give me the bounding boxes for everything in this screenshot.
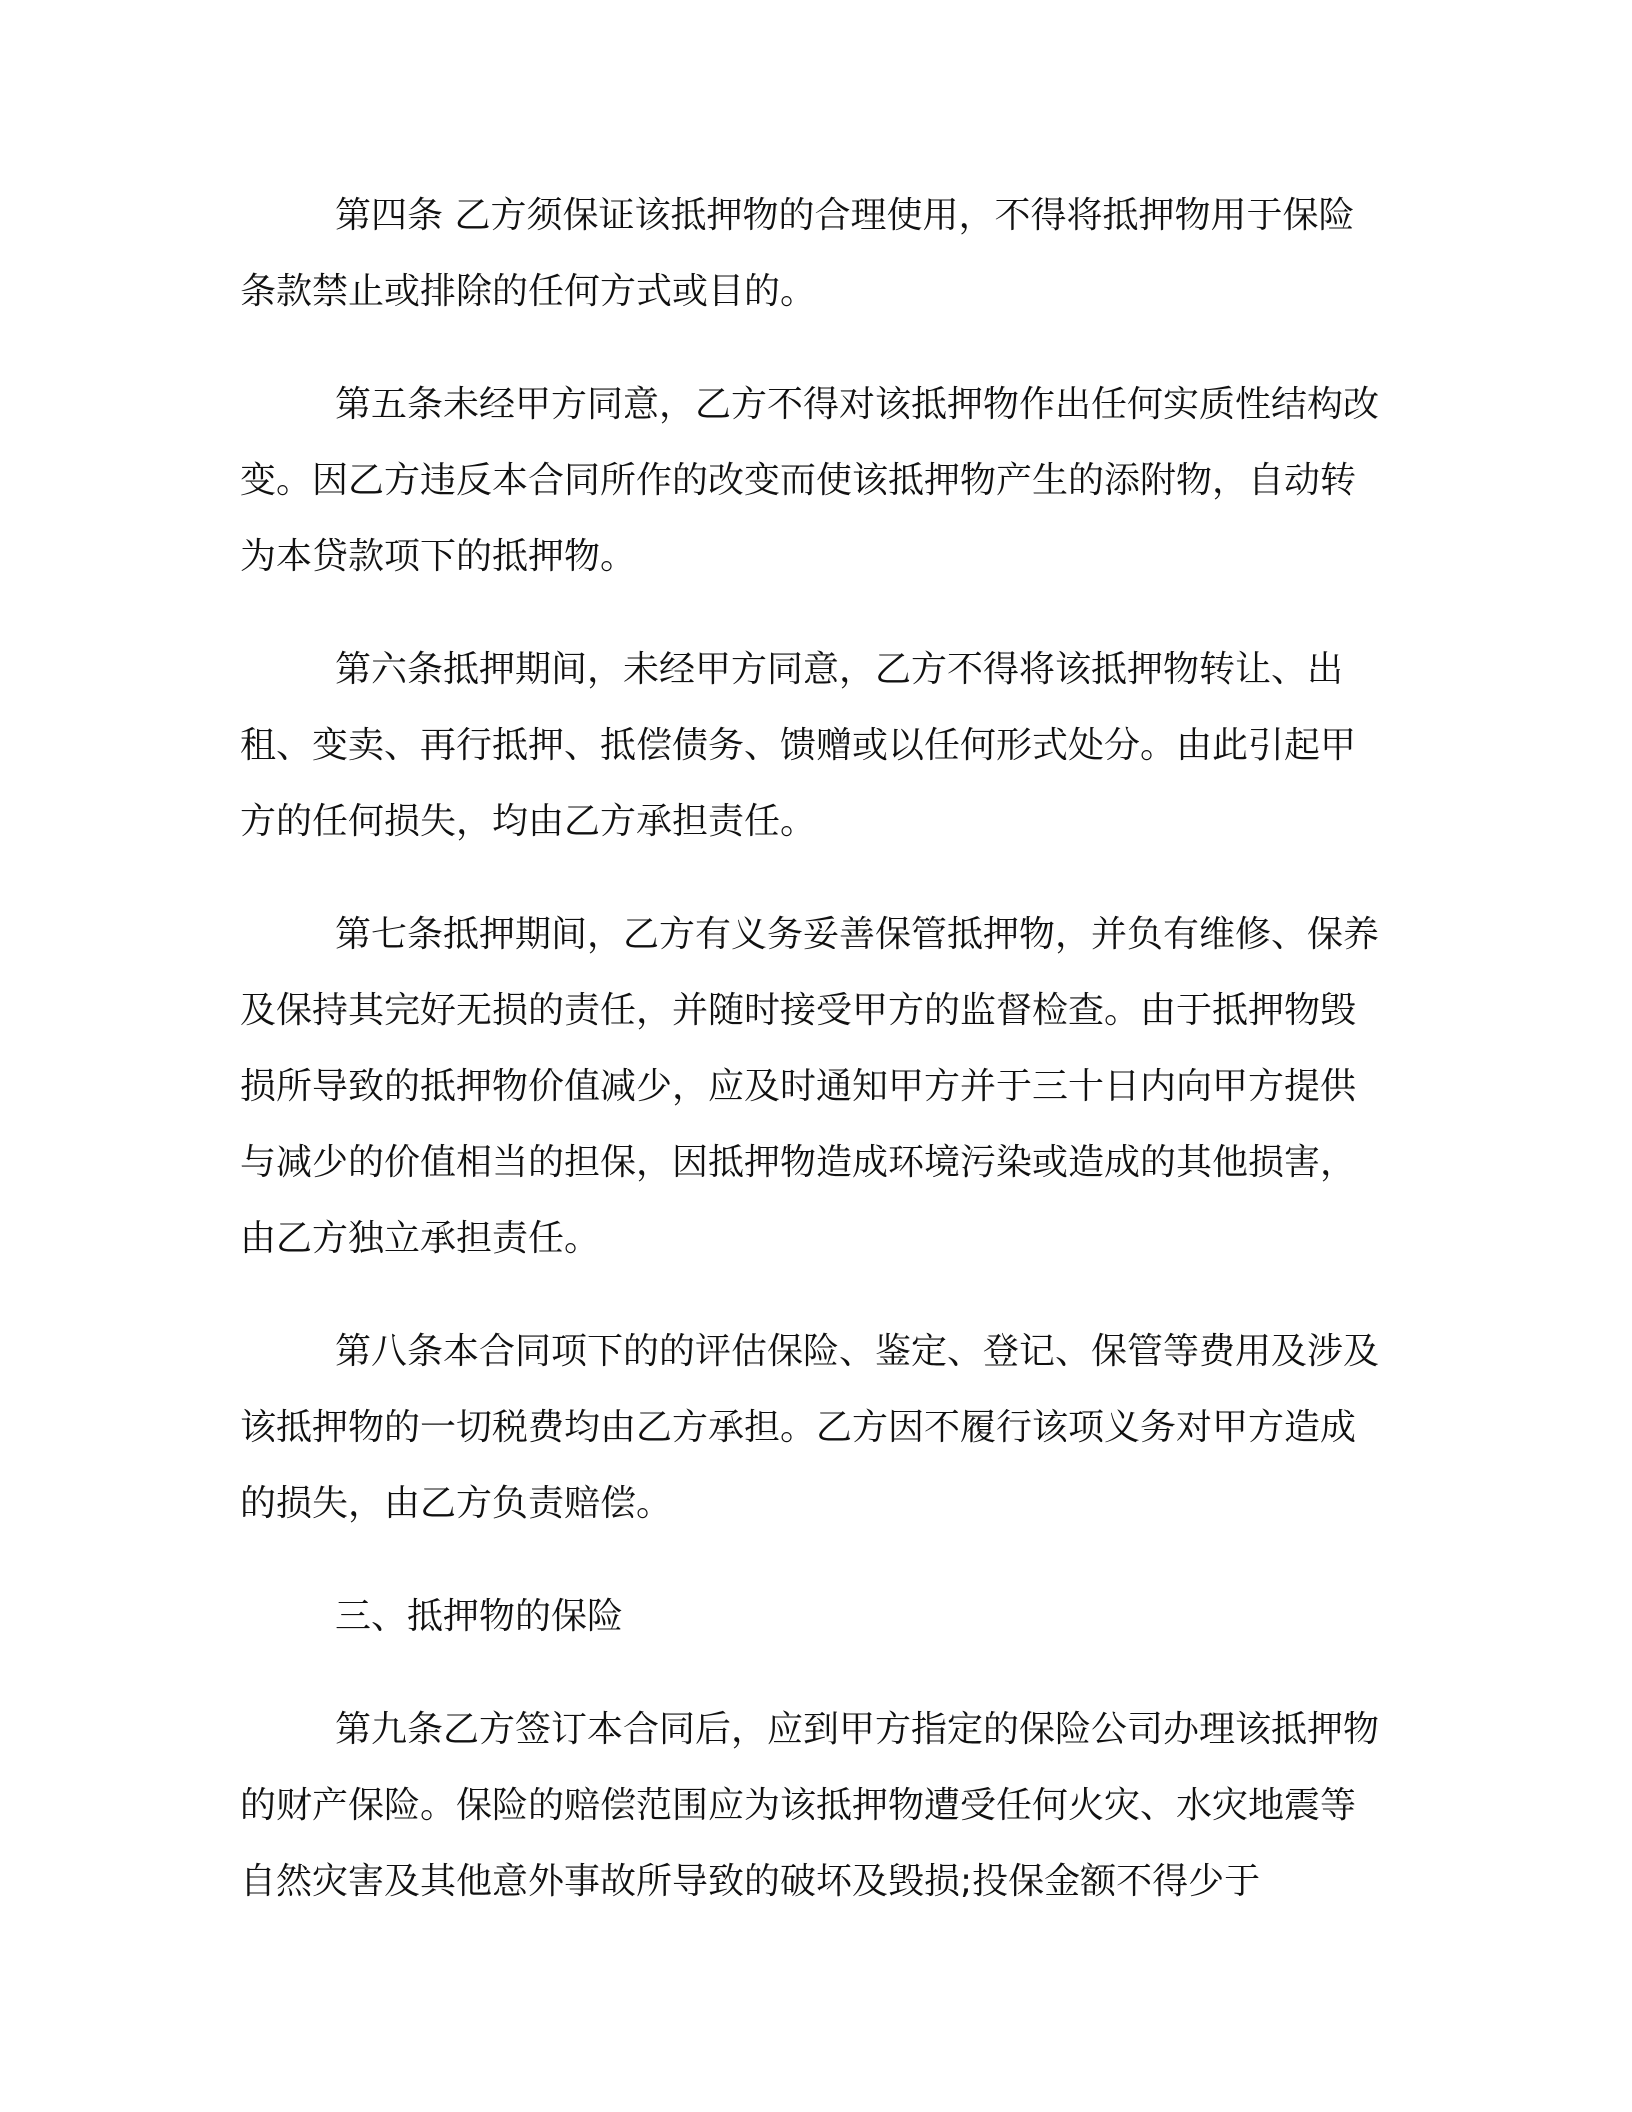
article-5-paragraph: 第五条未经甲方同意，乙方不得对该抵押物作出任何实质性结构改变。因乙方违反本合同所作的改变而使该抵押物产生的添附物，自动转为本贷款项下的抵押物。 <box>240 384 1380 577</box>
document-body <box>240 178 1390 1920</box>
article-9-paragraph: 第九条乙方签订本合同后，应到甲方指定的保险公司办理该抵押物的财产保险。保险的赔偿范围应为该抵押物遭受任何火灾、水灾地震等自然灾害及其他意外事故所导致的破坏及毁损;投保金额不得少于 <box>240 1709 1380 1902</box>
section-heading: 三、抵押物的保险 <box>335 1596 624 1637</box>
article-6-paragraph: 第六条抵押期间，未经甲方同意，乙方不得将该抵押物转让、出租、变卖、再行抵押、抵偿债务、馈赠或以任何形式处分。由此引起甲方的任何损失，均由乙方承担责任。 <box>240 649 1357 842</box>
article-7-paragraph: 第七条抵押期间，乙方有义务妥善保管抵押物，并负有维修、保养及保持其完好无损的责任，并随时接受甲方的监督检查。由于抵押物毁损所导致的抵押物价值减少，应及时通知甲方并于三十日内向甲方提供与减少的价值相当的担保，因抵押物造成环境污染或造成的其他损害，由乙方独立承担责任。 <box>240 914 1380 1259</box>
article-8-paragraph: 第八条本合同项下的的评估保险、鉴定、登记、保管等费用及涉及该抵押物的一切税费均由乙方承担。乙方因不履行该项义务对甲方造成的损失，由乙方负责赔偿。 <box>240 1331 1380 1524</box>
article-4-paragraph: 第四条 乙方须保证该抵押物的合理使用，不得将抵押物用于保险条款禁止或排除的任何方式或目的。 <box>240 195 1355 312</box>
